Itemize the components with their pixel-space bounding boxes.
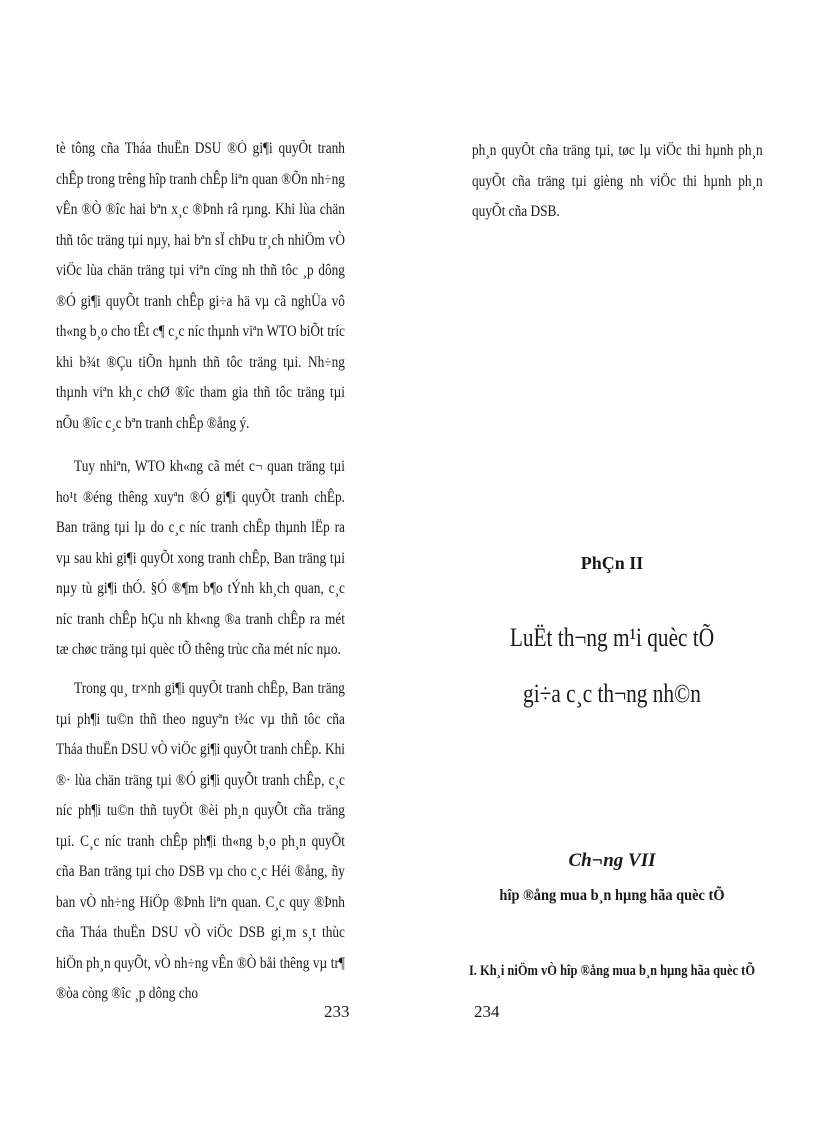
left-paragraph-3: Trong qu¸ tr×nh gi¶i quyÕt tranh chÊp, Ban träng tµi ph¶i tu©n thñ theo nguyªn t¾c vµ thñ tôc cña Tháa thuËn DSU vÒ viÖc gi¶i quyÕt tranh chÊp. Khi ®· lùa chän träng tµi ®Ó gi¶i quyÕt tranh chÊp, c¸c níc ph¶i tu©n thñ tuyÖt ®èi ph¸n quyÕt cña träng tµi. C¸c níc tranh chÊp ph¶i th«ng b¸o ph¸n quyÕt cña Ban träng tµi cho DSB vµ cho c¸c Héi ®ång, ñy ban vÒ nh÷ng HiÖp ®Þnh liªn quan. C¸c quy ®Þnh cña Tháa thuËn DSU vÒ viÖc DSB gi¸m s¸t thùc hiÖn ph¸n quyÕt, vÒ nh÷ng vÊn ®Ò båi thêng vµ tr¶ ®òa còng ®îc ¸p dông cho: [56, 680, 345, 1002]
right-intro-paragraph: ph¸n quyÕt cña träng tµi, tøc lµ viÖc thi hµnh ph¸n quyÕt cña träng tµi gièng nh viÖc thi hµnh ph¸n quyÕt cña DSB.: [472, 142, 763, 220]
chapter-label: Ch¬ng VII: [568, 850, 656, 871]
right-page-number: 234: [474, 1002, 500, 1021]
section-heading: I. Kh¸i niÖm vÒ hîp ®ång mua b¸n hµng hãa quèc tÕ: [468, 963, 756, 979]
part-title-line-2: gi÷a c¸c th¬ng nh©n: [523, 679, 701, 708]
left-paragraph-2: Tuy nhiªn, WTO kh«ng cã mét c¬ quan träng tµi ho¹t ®éng thêng xuyªn ®Ó gi¶i quyÕt tranh chÊp. Ban träng tµi lµ do c¸c níc tranh chÊp thµnh lËp ra vµ sau khi gi¶i quyÕt xong tranh chÊp, Ban träng tµi nµy tù gi¶i thÓ. §Ó ®¶m b¶o tÝnh kh¸ch quan, c¸c níc tranh chÊp hÇu nh kh«ng ®a tranh chÊp ra mét tæ chøc träng tµi quèc tÕ thêng trùc cña mét níc nµo.: [56, 458, 345, 658]
left-page-number: 233: [324, 1002, 350, 1021]
chapter-subtitle: hîp ®ång mua b¸n hµng hãa quèc tÕ: [499, 887, 725, 904]
right-page: [408, 0, 816, 1123]
part-label: PhÇn II: [580, 553, 644, 573]
left-paragraph-1: tè tông cña Tháa thuËn DSU ®Ó gi¶i quyÕt tranh chÊp trong trêng hîp tranh chÊp liªn quan ®Õn nh÷ng vÊn ®Ò ®îc hai bªn x¸c ®Þnh râ rµng. Khi lùa chän thñ tôc träng tµi nµy, hai bªn sÏ chÞu tr¸ch nhiÖm vÒ viÖc lùa chän träng tµi viªn cïng nh thñ tôc ¸p dông ®Ó gi¶i quyÕt tranh chÊp gi÷a hä vµ cã nghÜa vô th«ng b¸o cho tÊt c¶ c¸c níc thµnh viªn WTO biÕt tríc khi b¾t ®Çu tiÕn hµnh thñ tôc träng tµi. Nh÷ng thµnh viªn kh¸c chØ ®îc tham gia thñ tôc träng tµi nÕu ®îc c¸c bªn tranh chÊp ®ång ý.: [56, 140, 345, 432]
part-title-line-1: LuËt th¬ng m¹i quèc tÕ: [509, 623, 715, 652]
